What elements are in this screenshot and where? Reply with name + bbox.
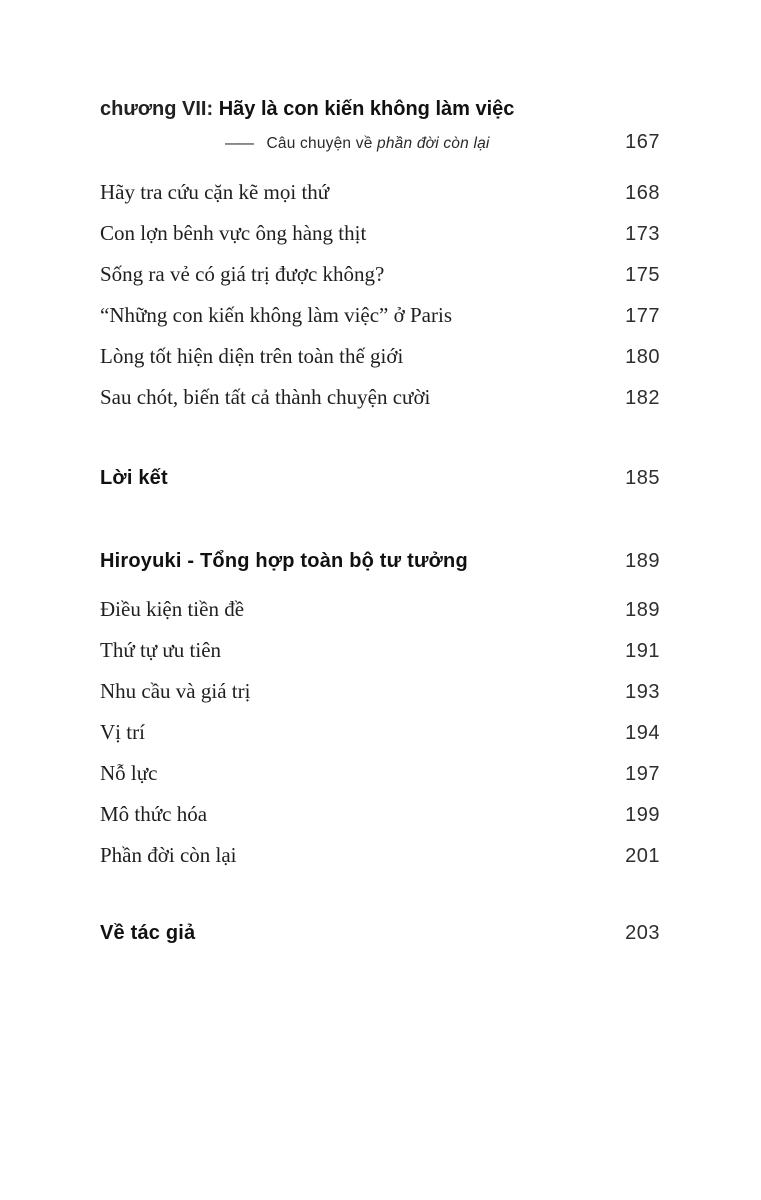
- toc-entry-label: Sống ra vẻ có giá trị được không?: [100, 262, 385, 286]
- section-label: Lời kết: [100, 467, 168, 489]
- toc-row: [100, 262, 660, 287]
- toc-entry-page: 168: [625, 182, 660, 204]
- toc-entry-page: 182: [625, 387, 660, 409]
- toc-entry-label: Lòng tốt hiện diện trên toàn thế giới: [100, 344, 404, 368]
- toc-entry-label: Nỗ lực: [100, 761, 158, 785]
- toc-entry-label: “Những con kiến không làm việc” ở Paris: [100, 303, 452, 327]
- toc-row-ve-tac-gia: [100, 922, 660, 945]
- toc-entry-page: 185: [625, 467, 660, 489]
- toc-entry-page: 189: [625, 599, 660, 621]
- toc-entry-label: Con lợn bênh vực ông hàng thịt: [100, 221, 367, 245]
- toc-entry-page: 201: [625, 845, 660, 867]
- toc-entry-label: Mô thức hóa: [100, 802, 208, 826]
- toc-row: [100, 221, 660, 246]
- chapter-subtitle: [225, 135, 490, 153]
- toc-entry-label: Nhu cầu và giá trị: [100, 679, 251, 703]
- toc-row: [100, 597, 660, 622]
- toc-entry-label: Thứ tự ưu tiên: [100, 638, 222, 662]
- toc-entry-label: Phần đời còn lại: [100, 843, 237, 867]
- chapter-title: Hãy là con kiến không làm việc: [218, 98, 515, 120]
- toc-entry-label: Điều kiện tiền đề: [100, 597, 245, 621]
- chapter-subtitle-row: [100, 131, 660, 154]
- toc-entry-page: 191: [625, 640, 660, 662]
- toc-row: [100, 720, 660, 745]
- toc-entry-page: 180: [625, 346, 660, 368]
- subtitle-text: Câu chuyện về: [266, 135, 378, 152]
- toc-entry-page: 199: [625, 804, 660, 826]
- toc-entry-page: 177: [625, 305, 660, 327]
- toc-entry-label: Sau chót, biến tất cả thành chuyện cười: [100, 385, 431, 409]
- toc-row: [100, 679, 660, 704]
- toc-entry-label: Hãy tra cứu cặn kẽ mọi thứ: [100, 180, 330, 204]
- toc-row: [100, 843, 660, 868]
- toc-entry-page: 193: [625, 681, 660, 703]
- toc-entry-label: Vị trí: [100, 720, 145, 744]
- toc-row-loi-ket: [100, 467, 660, 490]
- toc-row: [100, 344, 660, 369]
- toc-row: [100, 180, 660, 205]
- section-label: Về tác giả: [100, 922, 196, 944]
- toc-entry-page: 194: [625, 722, 660, 744]
- toc-entry-page: 189: [625, 550, 660, 572]
- toc-row: [100, 303, 660, 328]
- toc-row: [100, 385, 660, 410]
- subtitle-italic-text: phần đời còn lại: [377, 135, 490, 152]
- chapter-heading: [100, 98, 660, 121]
- toc-entry-page: 197: [625, 763, 660, 785]
- toc-entry-page: 175: [625, 264, 660, 286]
- toc-row-hiroyuki-heading: [100, 550, 660, 573]
- toc-entry-page: 167: [625, 131, 660, 153]
- toc-row: [100, 802, 660, 827]
- section-label: Hiroyuki - Tổng hợp toàn bộ tư tưởng: [100, 550, 468, 572]
- toc-entry-page: 203: [625, 922, 660, 944]
- toc-entry-page: 173: [625, 223, 660, 245]
- subtitle-dash: ——: [225, 135, 252, 152]
- chapter-prefix: chương VII:: [100, 98, 214, 120]
- toc-row: [100, 638, 660, 663]
- toc-row: [100, 761, 660, 786]
